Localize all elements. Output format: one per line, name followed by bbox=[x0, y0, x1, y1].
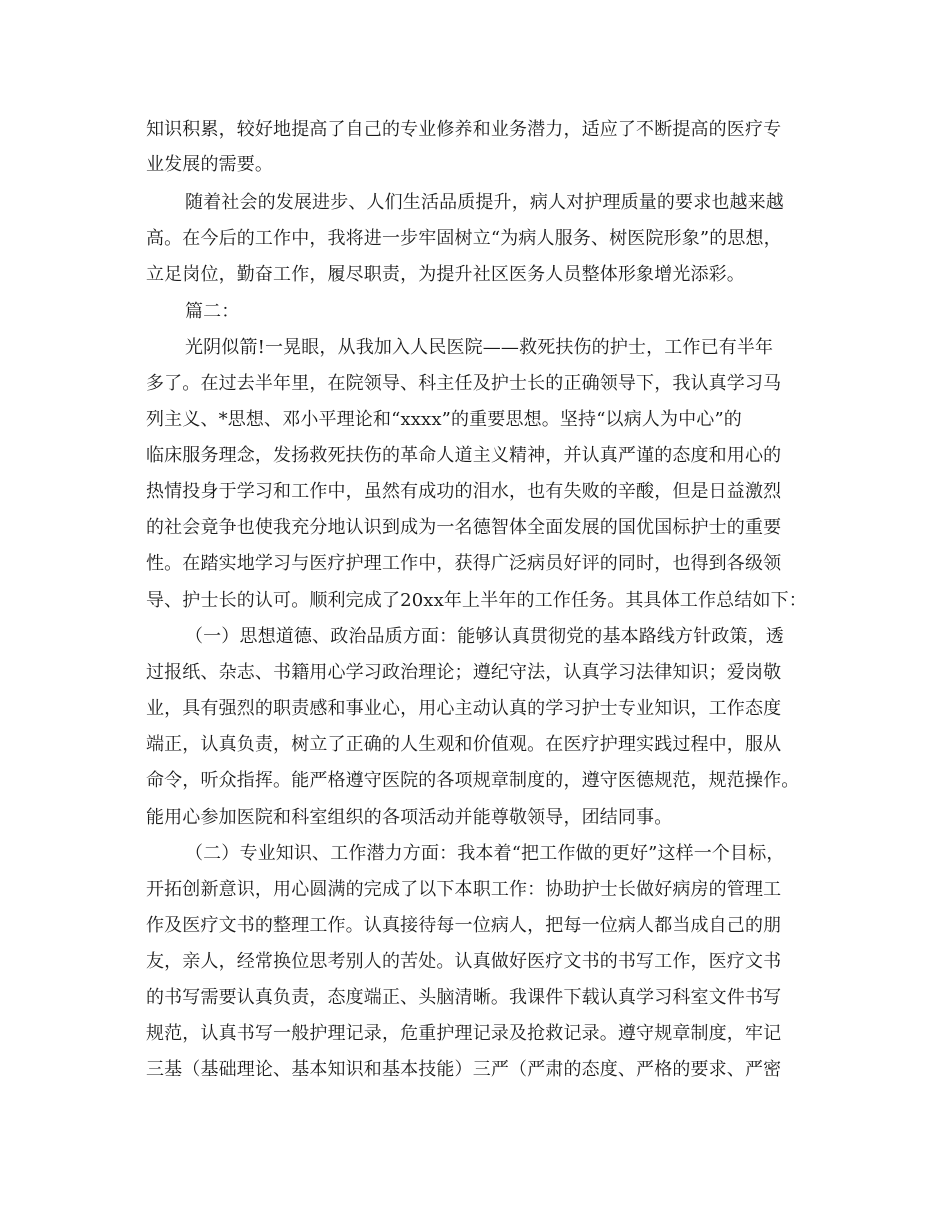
text-line: 过报纸、杂志、书籍用心学习政治理论；遵纪守法，认真学习法律知识；爱岗敬 bbox=[146, 662, 782, 683]
text-line: 友，亲人，经常换位思考别人的苦处。认真做好医疗文书的书写工作，医疗文书 bbox=[146, 951, 782, 972]
text-line: 高。在今后的工作中，我将进一步牢固树立“为病人服务、树医院形象”的思想， bbox=[146, 228, 782, 249]
text-line: 热情投身于学习和工作中，虽然有成功的泪水，也有失败的辛酸，但是日益激烈 bbox=[146, 481, 782, 502]
text-line: 业发展的需要。 bbox=[146, 154, 274, 175]
text-line: 三基（基础理论、基本知识和基本技能）三严（严肃的态度、严格的要求、严密 bbox=[146, 1059, 782, 1080]
text-line: 业，具有强烈的职责感和事业心，用心主动认真的学习护士专业知识，工作态度 bbox=[146, 698, 782, 719]
text-line: 导、护士长的认可。顺利完成了20xx年上半年的工作任务。其具体工作总结如下： bbox=[146, 590, 807, 611]
text-line: 随着社会的发展进步、人们生活品质提升，病人对护理质量的要求也越来越 bbox=[185, 192, 784, 213]
section-heading: 篇二： bbox=[185, 301, 240, 322]
text-line: （二）专业知识、工作潜力方面：我本着“把工作做的更好”这样一个目标， bbox=[185, 843, 785, 864]
text-line: 列主义、*思想、邓小平理论和“xxxx”的重要思想。坚持“以病人为中心”的 bbox=[146, 409, 742, 430]
text-line: 作及医疗文书的整理工作。认真接待每一位病人，把每一位病人都当成自己的朋 bbox=[146, 915, 782, 936]
text-line: 端正，认真负责，树立了正确的人生观和价值观。在医疗护理实践过程中，服从 bbox=[146, 734, 782, 755]
text-line: 能用心参加医院和科室组织的各项活动并能尊敬领导，团结同事。 bbox=[146, 807, 673, 828]
text-line: 命令，听众指挥。能严格遵守医院的各项规章制度的，遵守医德规范，规范操作。 bbox=[146, 770, 800, 791]
text-line: 知识积累，较好地提高了自己的专业修养和业务潜力，适应了不断提高的医疗专 bbox=[146, 119, 782, 140]
text-line: 临床服务理念，发扬救死扶伤的革命人道主义精神，并认真严谨的态度和用心的 bbox=[146, 445, 782, 466]
text-line: 立足岗位，勤奋工作，履尽职责，为提升社区医务人员整体形象增光添彩。 bbox=[146, 264, 745, 285]
text-line: 规范，认真书写一般护理记录，危重护理记录及抢救记录。遵守规章制度，牢记 bbox=[146, 1023, 782, 1044]
text-line: 多了。在过去半年里，在院领导、科主任及护士长的正确领导下，我认真学习马 bbox=[146, 373, 782, 394]
text-line: 开拓创新意识，用心圆满的完成了以下本职工作：协助护士长做好病房的管理工 bbox=[146, 879, 782, 900]
text-line: 性。在踏实地学习与医疗护理工作中，获得广泛病员好评的同时，也得到各级领 bbox=[146, 553, 782, 574]
text-line: 光阴似箭!一晃眼，从我加入人民医院——救死扶伤的护士，工作已有半年 bbox=[185, 337, 774, 358]
text-line: 的书写需要认真负责，态度端正、头脑清晰。我课件下载认真学习科室文件书写 bbox=[146, 987, 782, 1008]
text-line: 的社会竟争也使我充分地认识到成为一名德智体全面发展的国优国标护士的重要 bbox=[146, 517, 782, 538]
text-line: （一）思想道德、政治品质方面：能够认真贯彻党的基本路线方针政策，透 bbox=[185, 626, 784, 647]
